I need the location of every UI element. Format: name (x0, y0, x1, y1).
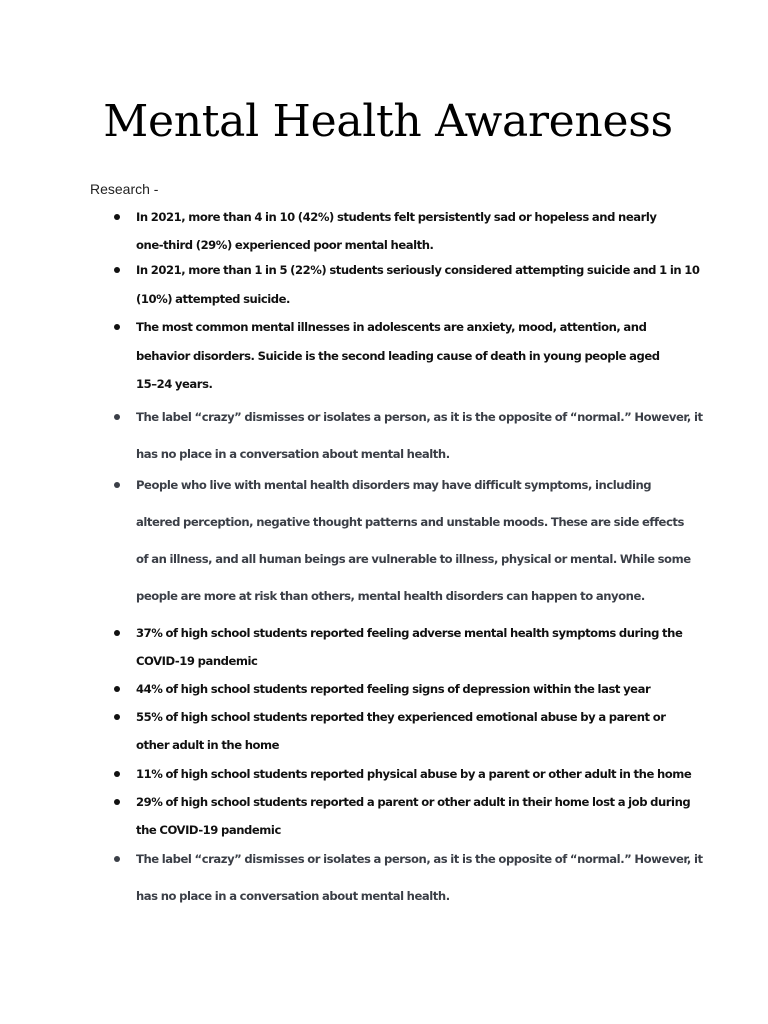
list-item (136, 467, 691, 615)
list-item-line: The most common mental illnesses in adolescents are anxiety, mood, attention, and (136, 320, 647, 334)
list-item (136, 760, 692, 788)
bullet-icon (114, 686, 120, 692)
list-item-line: 44% of high school students reported feeling signs of depression within the last year (136, 682, 651, 696)
list-item-line: In 2021, more than 1 in 5 (22%) students seriously considered attempting suicide and 1 in 10 (136, 263, 700, 277)
bullet-icon (114, 324, 120, 330)
list-item-line: 11% of high school students reported physical abuse by a parent or other adult in the home (136, 767, 692, 781)
bullet-icon (114, 482, 120, 488)
list-item (136, 256, 700, 314)
list-item-line: the COVID-19 pandemic (136, 823, 281, 837)
bullet-icon (114, 267, 120, 273)
bullet-icon (114, 214, 120, 220)
list-item-line: has no place in a conversation about mental health. (136, 446, 450, 461)
list-item (136, 675, 681, 703)
bullet-icon (114, 856, 120, 862)
list-item (136, 313, 681, 399)
list-item-line: COVID-19 pandemic (136, 654, 258, 668)
list-item-line: 29% of high school students reported a parent or other adult in their home lost a job during (136, 795, 691, 809)
list-item-line: People who live with mental health disorders may have difficult symptoms, including (136, 478, 652, 492)
list-item (136, 203, 681, 259)
list-item-line: The label “crazy” dismisses or isolates a person, as it is the opposite of “normal.” However, it (136, 852, 703, 866)
list-item-line: other adult in the home (136, 738, 280, 752)
bullet-icon (114, 771, 120, 777)
list-item-line: 15–24 years. (136, 377, 213, 391)
bullet-icon (114, 714, 120, 720)
bullet-icon (114, 630, 120, 636)
list-item-line: has no place in a conversation about mental health. (136, 889, 450, 903)
list-item (136, 619, 681, 675)
list-item-line: one-third (29%) experienced poor mental health. (136, 238, 434, 252)
list-item (136, 841, 703, 915)
list-item-line: The label “crazy” dismisses or isolates a person, as it is the opposite of “normal.” However, it (136, 410, 703, 424)
list-item (136, 703, 681, 759)
list-item (136, 399, 703, 472)
page-title: Mental Health Awareness (103, 96, 673, 147)
list-item-line: In 2021, more than 4 in 10 (42%) students felt persistently sad or hopeless and nearly (136, 210, 657, 224)
bullet-icon (114, 799, 120, 805)
list-item-line: 55% of high school students reported they experienced emotional abuse by a parent or (136, 710, 666, 724)
list-item-line: behavior disorders. Suicide is the second leading cause of death in young people aged (136, 348, 660, 363)
section-label: Research - (90, 181, 159, 197)
list-item-line: altered perception, negative thought patterns and unstable moods. These are side effects (136, 515, 684, 529)
list-item-line: (10%) attempted suicide. (136, 292, 291, 306)
list-item (136, 788, 691, 844)
list-item-line: people are more at risk than others, mental health disorders can happen to anyone. (136, 589, 645, 603)
list-item-line: 37% of high school students reported feeling adverse mental health symptoms during the (136, 626, 683, 640)
bullet-icon (114, 414, 120, 420)
list-item-line: of an illness, and all human beings are vulnerable to illness, physical or mental. While some (136, 552, 691, 566)
